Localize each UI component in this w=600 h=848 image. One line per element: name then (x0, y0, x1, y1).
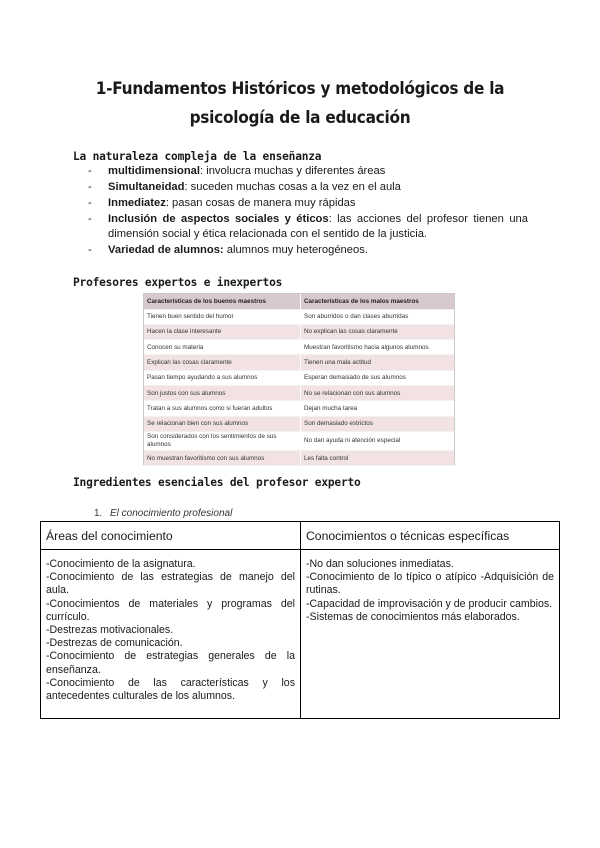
table-cell: Son justos con sus alumnos (144, 385, 301, 400)
cell-line: -Conocimiento de estrategias generales de la enseñanza. (46, 650, 295, 676)
cell-line: -Destrezas motivacionales. (46, 624, 174, 637)
table-row (144, 401, 454, 416)
table-cell: Dejan mucha tarea (301, 401, 455, 416)
item-text: alumnos muy heterogéneos. (223, 244, 368, 256)
table-cell: Son demasiado estrictos (301, 416, 455, 431)
cell-line: -Conocimiento de lo típico o atípico -Adquisición de rutinas. (306, 571, 554, 597)
table-cell: Hacen la clase interesante (144, 324, 301, 339)
table-row (144, 309, 454, 324)
cell-line: -Capacidad de improvisación y de producir cambios. (306, 597, 553, 610)
table-cell: Se relacionan bien con sus alumnos (144, 416, 301, 431)
item-term: Simultaneidad (108, 181, 185, 193)
item-text: : pasan cosas de manera muy rápidas (165, 197, 356, 209)
cell-line: -Sistemas de conocimientos más elaborados. (306, 610, 520, 623)
item-term: Inclusión de aspectos sociales y éticos (108, 213, 329, 225)
section-heading-ingredientes: Ingredientes esenciales del profesor experto (73, 476, 361, 489)
table-row (144, 450, 454, 465)
table-header: Conocimientos o técnicas específicas (301, 522, 560, 550)
table-row (144, 385, 454, 400)
table-cell: No dan ayuda ni atención especial (301, 431, 455, 450)
table-cell: Conocen su materia (144, 340, 301, 355)
table-header: Áreas del conocimiento (41, 522, 301, 550)
list-item (88, 196, 528, 211)
table-cell: Son aburridos o dan clases aburridas (301, 309, 455, 324)
table-cell: Muestran favoritismo hacia algunos alumnos (301, 340, 455, 355)
bullet-list (88, 164, 528, 259)
cell-line: -Destrezas de comunicación. (46, 637, 183, 650)
item-term: Variedad de alumnos: (108, 244, 224, 256)
table-cell: Tienen buen sentido del humor (144, 309, 301, 324)
table-cell: No muestran favoritismo con sus alumnos (144, 450, 301, 465)
cell-line: -Conocimiento de las características y los antecedentes culturales de los alumnos. (46, 676, 295, 703)
table-header: Características de los malos maestros (301, 294, 455, 309)
table-cell: Explican las cosas claramente (144, 355, 301, 370)
table-row (144, 324, 454, 339)
table-row (144, 431, 454, 450)
knowledge-table (40, 521, 560, 719)
list-item (88, 164, 528, 179)
item-term: Inmediatez (108, 197, 166, 209)
table-cell: No se relacionan con sus alumnos (301, 385, 455, 400)
table-row (144, 340, 454, 355)
cell-line: -No dan soluciones inmediatas. (306, 558, 454, 570)
table-cell: Les falta control (301, 450, 455, 465)
teachers-comparison-table (143, 293, 455, 465)
section-heading-profesores: Profesores expertos e inexpertos (73, 276, 283, 289)
table-cell: Tratan a sus alumnos como si fueran adultos (144, 401, 301, 416)
list-item (88, 243, 528, 258)
page-title: 1-Fundamentos Históricos y metodológicos de la psicología de la educación (95, 79, 505, 127)
item-text: : las acciones del profesor tienen una dimensión social y ética relacionada con el sentido de la justicia. (108, 213, 528, 240)
table-cell: Tienen una mala actitud (301, 355, 455, 370)
table-cell: Esperan demasiado de sus alumnos (301, 370, 455, 385)
table-cell: Son considerados con los sentimientos de sus alumnos (144, 431, 301, 450)
list-item (88, 212, 528, 242)
item-text: El conocimiento profesional (110, 508, 233, 519)
cell-line: -Conocimiento de las estrategias de manejo del aula. (46, 571, 295, 597)
table-row (144, 370, 454, 385)
section-heading-naturaleza: La naturaleza compleja de la enseñanza (73, 150, 322, 163)
specific-techniques-cell (301, 550, 560, 719)
item-text: : involucra muchas y diferentes áreas (200, 165, 386, 177)
table-header: Características de los buenos maestros (144, 294, 301, 309)
numbered-item (94, 508, 232, 519)
table-row (144, 355, 454, 370)
item-term: multidimensional (108, 165, 200, 177)
cell-line: -Conocimiento de la asignatura. (46, 558, 196, 570)
item-number: 1. (94, 508, 103, 519)
cell-line: -Conocimientos de materiales y programas del currículo. (46, 597, 295, 623)
table-cell: No explican las cosas claramente (301, 324, 455, 339)
item-text: : suceden muchas cosas a la vez en el aula (184, 181, 401, 193)
list-item (88, 180, 528, 195)
table-row (144, 416, 454, 431)
table-cell: Pasan tiempo ayudando a sus alumnos (144, 370, 301, 385)
knowledge-areas-cell (41, 550, 301, 719)
